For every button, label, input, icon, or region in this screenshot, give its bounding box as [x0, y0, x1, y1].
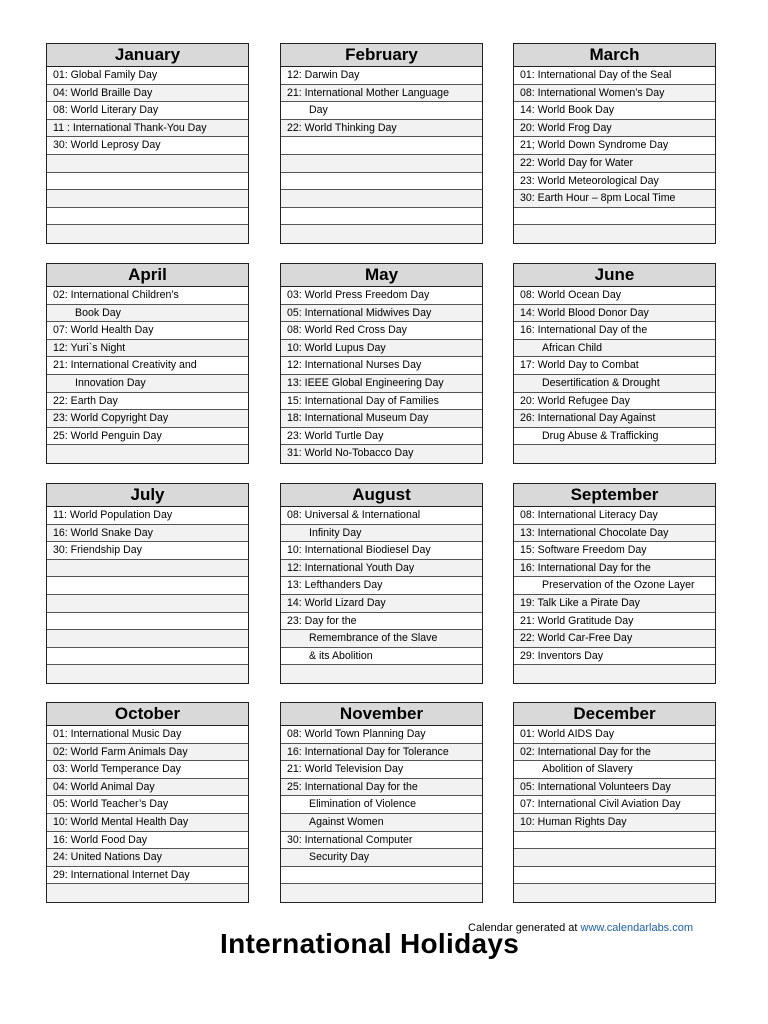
- holiday-list: [47, 726, 248, 902]
- holiday-list: [514, 287, 715, 463]
- holiday-row: [47, 225, 248, 243]
- holiday-row: 13: IEEE Global Engineering Day: [281, 375, 482, 393]
- holiday-row: 30: Friendship Day: [47, 542, 248, 560]
- holiday-row: [514, 832, 715, 850]
- holiday-row: 25: World Penguin Day: [47, 428, 248, 446]
- month-header: June: [514, 264, 715, 287]
- month-april: [46, 263, 249, 464]
- month-header: August: [281, 484, 482, 507]
- holiday-row: 29: Inventors Day: [514, 648, 715, 666]
- month-july: [46, 483, 249, 684]
- month-header: December: [514, 703, 715, 726]
- month-september: [513, 483, 716, 684]
- holiday-row: Remembrance of the Slave: [281, 630, 482, 648]
- holiday-row: [47, 884, 248, 902]
- month-header: November: [281, 703, 482, 726]
- month-february: [280, 43, 483, 244]
- holiday-row: 22: World Car-Free Day: [514, 630, 715, 648]
- holiday-row: 30: World Leprosy Day: [47, 137, 248, 155]
- holiday-row: [47, 613, 248, 631]
- holiday-row: 29: International Internet Day: [47, 867, 248, 885]
- holiday-row: 24: United Nations Day: [47, 849, 248, 867]
- holiday-row: Day: [281, 102, 482, 120]
- holiday-row: 05: World Teacher’s Day: [47, 796, 248, 814]
- holiday-row: [47, 208, 248, 226]
- holiday-row: 04: World Braille Day: [47, 85, 248, 103]
- holiday-row: [281, 137, 482, 155]
- month-header: January: [47, 44, 248, 67]
- holiday-row: Security Day: [281, 849, 482, 867]
- holiday-row: [514, 225, 715, 243]
- holiday-list: [281, 287, 482, 463]
- holiday-row: 01: World AIDS Day: [514, 726, 715, 744]
- holiday-row: [47, 173, 248, 191]
- month-january: [46, 43, 249, 244]
- holiday-row: & its Abolition: [281, 648, 482, 666]
- holiday-row: 08: World Ocean Day: [514, 287, 715, 305]
- holiday-row: Against Women: [281, 814, 482, 832]
- holiday-row: 01: International Music Day: [47, 726, 248, 744]
- holiday-row: 18: International Museum Day: [281, 410, 482, 428]
- holiday-row: Elimination of Violence: [281, 796, 482, 814]
- holiday-row: 16: International Day of the: [514, 322, 715, 340]
- holiday-row: [47, 648, 248, 666]
- holiday-row: [281, 665, 482, 683]
- month-header: May: [281, 264, 482, 287]
- holiday-row: 14: World Book Day: [514, 102, 715, 120]
- holiday-row: [47, 560, 248, 578]
- holiday-row: 21: International Creativity and: [47, 357, 248, 375]
- holiday-row: 07: World Health Day: [47, 322, 248, 340]
- holiday-row: 21; World Down Syndrome Day: [514, 137, 715, 155]
- holiday-row: 04: World Animal Day: [47, 779, 248, 797]
- holiday-row: [281, 208, 482, 226]
- page-title: International Holidays: [220, 928, 520, 959]
- holiday-row: 16: World Snake Day: [47, 525, 248, 543]
- holiday-row: 12: International Nurses Day: [281, 357, 482, 375]
- holiday-row: [281, 867, 482, 885]
- month-may: [280, 263, 483, 464]
- holiday-row: 08: Universal & International: [281, 507, 482, 525]
- month-header: March: [514, 44, 715, 67]
- holiday-list: [281, 67, 482, 243]
- holiday-row: Book Day: [47, 305, 248, 323]
- holiday-row: 21: World Television Day: [281, 761, 482, 779]
- holiday-row: African Child: [514, 340, 715, 358]
- holiday-row: 11 : International Thank-You Day: [47, 120, 248, 138]
- holiday-row: 02: International Day for the: [514, 744, 715, 762]
- holiday-row: 01: Global Family Day: [47, 67, 248, 85]
- holiday-row: [47, 155, 248, 173]
- holiday-row: 02: World Farm Animals Day: [47, 744, 248, 762]
- holiday-row: 23: Day for the: [281, 613, 482, 631]
- holiday-row: [47, 595, 248, 613]
- holiday-row: 13: Lefthanders Day: [281, 577, 482, 595]
- holiday-row: 01: International Day of the Seal: [514, 67, 715, 85]
- holiday-row: 12: International Youth Day: [281, 560, 482, 578]
- holiday-row: 15: Software Freedom Day: [514, 542, 715, 560]
- holiday-row: Desertification & Drought: [514, 375, 715, 393]
- holiday-row: 10: World Mental Health Day: [47, 814, 248, 832]
- month-march: [513, 43, 716, 244]
- holiday-row: 23: World Turtle Day: [281, 428, 482, 446]
- holiday-row: [47, 665, 248, 683]
- month-header: September: [514, 484, 715, 507]
- holiday-list: [514, 726, 715, 902]
- holiday-row: [514, 665, 715, 683]
- holiday-row: 11: World Population Day: [47, 507, 248, 525]
- holiday-row: 22: World Day for Water: [514, 155, 715, 173]
- holiday-row: 19: Talk Like a Pirate Day: [514, 595, 715, 613]
- holiday-row: 08: World Town Planning Day: [281, 726, 482, 744]
- holiday-row: 22: Earth Day: [47, 393, 248, 411]
- holiday-row: 23: World Meteorological Day: [514, 173, 715, 191]
- holiday-row: 05: International Volunteers Day: [514, 779, 715, 797]
- month-november: [280, 702, 483, 903]
- month-header: April: [47, 264, 248, 287]
- month-header: October: [47, 703, 248, 726]
- month-december: [513, 702, 716, 903]
- holiday-row: 15: International Day of Families: [281, 393, 482, 411]
- holiday-row: 20: World Refugee Day: [514, 393, 715, 411]
- month-october: [46, 702, 249, 903]
- month-august: [280, 483, 483, 684]
- generated-label: Calendar generated at: [468, 922, 581, 934]
- holiday-row: 08: World Red Cross Day: [281, 322, 482, 340]
- holiday-row: 12: Darwin Day: [281, 67, 482, 85]
- holiday-row: 10: Human Rights Day: [514, 814, 715, 832]
- holiday-row: Drug Abuse & Trafficking: [514, 428, 715, 446]
- holiday-row: 22: World Thinking Day: [281, 120, 482, 138]
- holiday-row: 08: International Literacy Day: [514, 507, 715, 525]
- holiday-row: [514, 208, 715, 226]
- holiday-row: [514, 849, 715, 867]
- holiday-row: [281, 225, 482, 243]
- holiday-row: 03: World Temperance Day: [47, 761, 248, 779]
- holiday-row: 13: International Chocolate Day: [514, 525, 715, 543]
- holiday-row: [281, 173, 482, 191]
- holiday-row: 31: World No-Tobacco Day: [281, 445, 482, 463]
- holiday-row: 02: International Children’s: [47, 287, 248, 305]
- holiday-row: 14: World Blood Donor Day: [514, 305, 715, 323]
- month-header: July: [47, 484, 248, 507]
- holiday-row: 10: World Lupus Day: [281, 340, 482, 358]
- month-june: [513, 263, 716, 464]
- holiday-list: [47, 67, 248, 243]
- holiday-row: 30: International Computer: [281, 832, 482, 850]
- holiday-row: 10: International Biodiesel Day: [281, 542, 482, 560]
- holiday-row: [47, 445, 248, 463]
- holiday-row: 26: International Day Against: [514, 410, 715, 428]
- holiday-row: 16: International Day for the: [514, 560, 715, 578]
- holiday-list: [514, 507, 715, 683]
- calendarlabs-link[interactable]: www.calendarlabs.com: [580, 922, 694, 934]
- holiday-row: Preservation of the Ozone Layer: [514, 577, 715, 595]
- holiday-row: [514, 867, 715, 885]
- holiday-row: 21: World Gratitude Day: [514, 613, 715, 631]
- holiday-list: [47, 507, 248, 683]
- holiday-row: 16: International Day for Tolerance: [281, 744, 482, 762]
- holiday-row: [281, 884, 482, 902]
- holiday-list: [281, 726, 482, 902]
- holiday-row: 07: International Civil Aviation Day: [514, 796, 715, 814]
- holiday-row: [47, 630, 248, 648]
- holiday-row: 21: International Mother Language: [281, 85, 482, 103]
- holiday-row: 03: World Press Freedom Day: [281, 287, 482, 305]
- holiday-row: [47, 577, 248, 595]
- holiday-row: Abolition of Slavery: [514, 761, 715, 779]
- month-header: February: [281, 44, 482, 67]
- holiday-row: [514, 445, 715, 463]
- holiday-row: 25: International Day for the: [281, 779, 482, 797]
- holiday-row: [281, 190, 482, 208]
- holiday-row: 23: World Copyright Day: [47, 410, 248, 428]
- holiday-row: [514, 884, 715, 902]
- holiday-row: [47, 190, 248, 208]
- holiday-row: 12: Yuri`s Night: [47, 340, 248, 358]
- holiday-row: 08: International Women’s Day: [514, 85, 715, 103]
- holiday-list: [514, 67, 715, 243]
- holiday-row: 30: Earth Hour – 8pm Local Time: [514, 190, 715, 208]
- holiday-row: 05: International Midwives Day: [281, 305, 482, 323]
- holiday-row: Innovation Day: [47, 375, 248, 393]
- holiday-row: 14: World Lizard Day: [281, 595, 482, 613]
- holiday-row: 08: World Literary Day: [47, 102, 248, 120]
- holiday-row: Infinity Day: [281, 525, 482, 543]
- holiday-row: 16: World Food Day: [47, 832, 248, 850]
- holiday-list: [281, 507, 482, 683]
- holiday-row: 20: World Frog Day: [514, 120, 715, 138]
- holiday-row: 17: World Day to Combat: [514, 357, 715, 375]
- holiday-list: [47, 287, 248, 463]
- holiday-row: [281, 155, 482, 173]
